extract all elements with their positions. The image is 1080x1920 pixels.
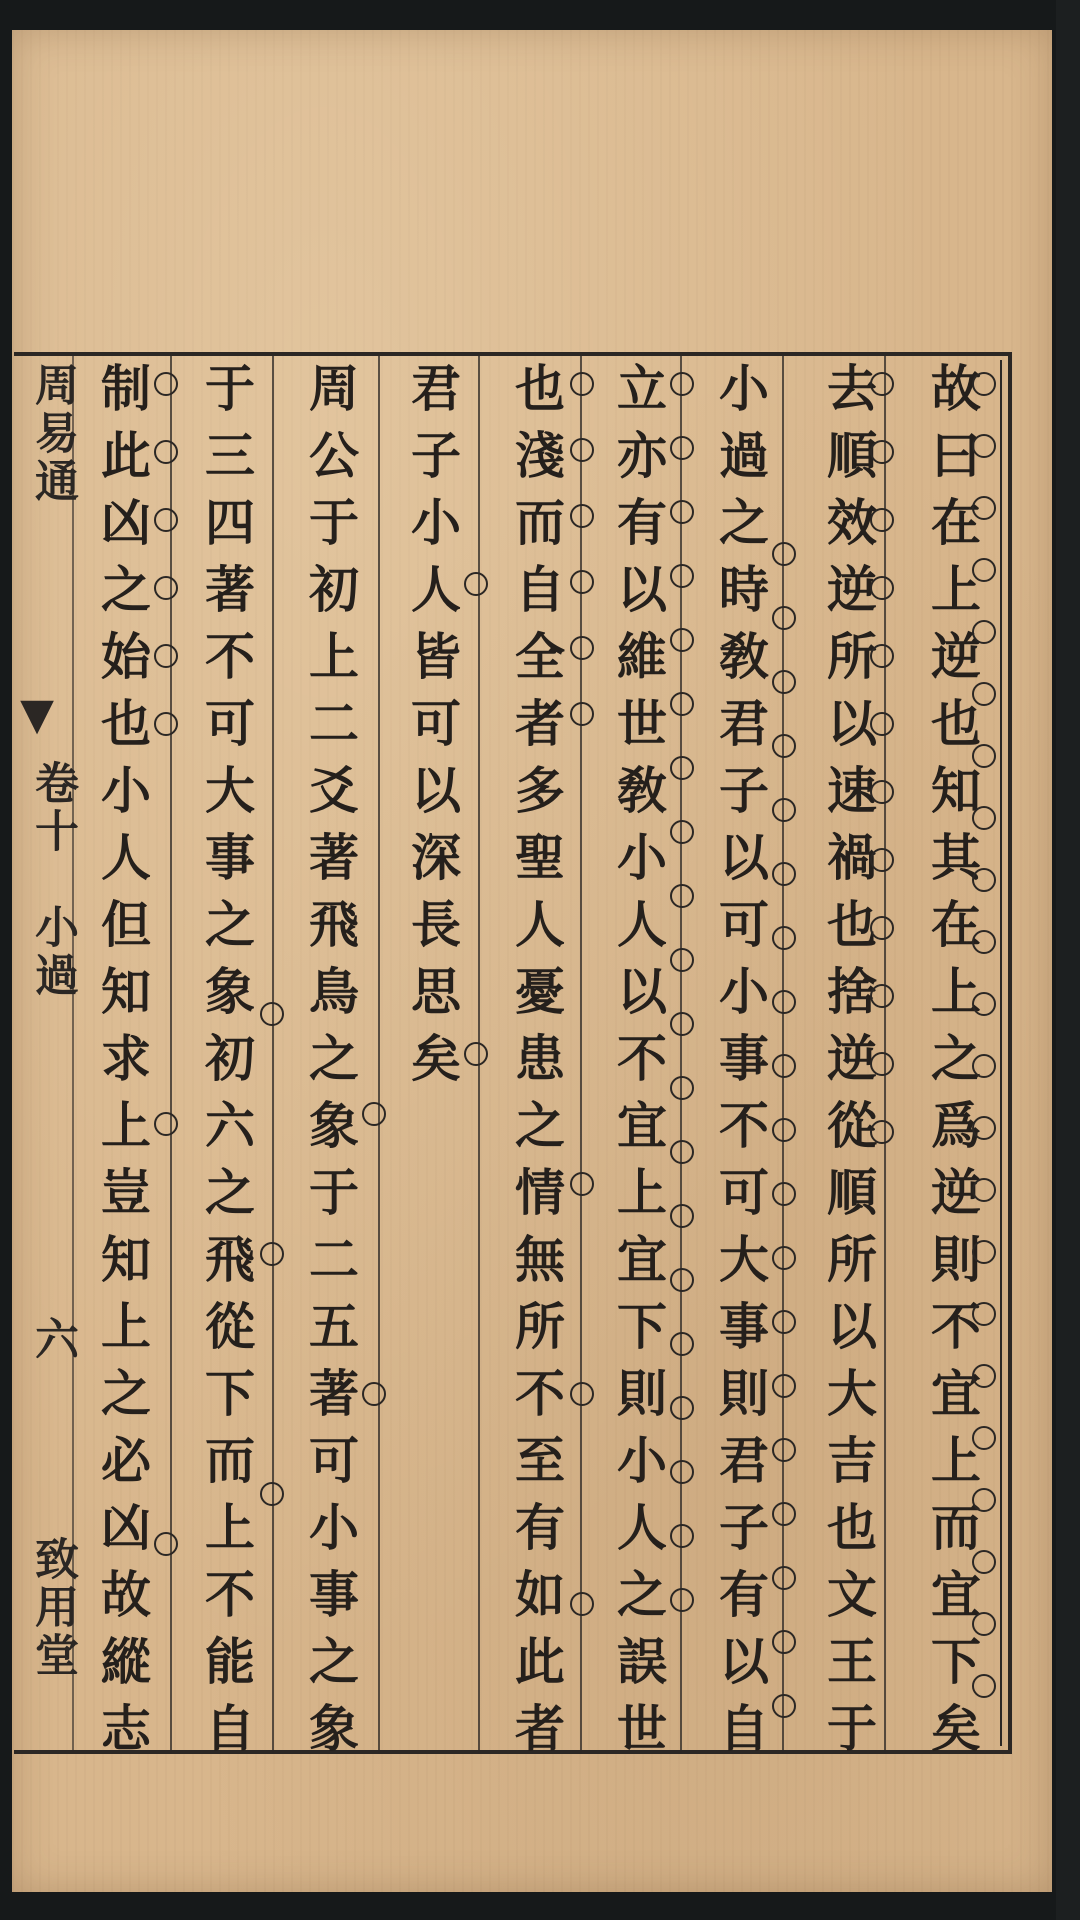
annotation-circle	[670, 628, 694, 652]
annotation-circle	[772, 1374, 796, 1398]
annotation-circles	[152, 372, 182, 1752]
column-text: 也淺而自全者多聖人憂患之情無所不至有如此者	[507, 362, 566, 1769]
annotation-circle	[772, 1118, 796, 1142]
annotation-circle	[870, 1120, 894, 1144]
annotation-circle	[670, 1396, 694, 1420]
column-text: 制此凶之始也小人但知求上豈知上之必凶故縱志	[93, 362, 152, 1769]
annotation-circle	[772, 542, 796, 566]
annotation-circle	[972, 744, 996, 768]
annotation-circle	[870, 780, 894, 804]
annotation-circle	[670, 756, 694, 780]
annotation-circle	[464, 1042, 488, 1066]
column-text: 周公于初上二爻著飛鳥之象于二五著可小事之象	[301, 362, 360, 1769]
annotation-circle	[670, 1076, 694, 1100]
annotation-circle	[670, 948, 694, 972]
annotation-circle	[870, 644, 894, 668]
annotation-circle	[870, 440, 894, 464]
annotation-circles	[568, 372, 598, 1752]
annotation-circles	[770, 372, 800, 1752]
annotation-circle	[972, 372, 996, 396]
annotation-circles	[360, 372, 390, 1752]
annotation-circle	[870, 1052, 894, 1076]
annotation-circle	[670, 1012, 694, 1036]
annotation-circle	[972, 1240, 996, 1264]
margin-volume: 卷十	[27, 760, 78, 856]
margin-publisher: 致用堂	[27, 1536, 78, 1680]
annotation-circle	[772, 734, 796, 758]
margin-folio: 六	[27, 1316, 78, 1364]
annotation-circle	[972, 1550, 996, 1574]
annotation-circle	[972, 682, 996, 706]
annotation-circle	[870, 848, 894, 872]
column-text: 于三四著不可大事之象初六之飛從下而上不能自	[197, 362, 256, 1769]
annotation-circles	[462, 372, 492, 1752]
annotation-circle	[972, 1116, 996, 1140]
annotation-circle	[972, 1612, 996, 1636]
annotation-circle	[670, 884, 694, 908]
annotation-circle	[670, 1460, 694, 1484]
annotation-circle	[670, 564, 694, 588]
annotation-circle	[260, 1482, 284, 1506]
annotation-circle	[670, 1268, 694, 1292]
annotation-circle	[772, 1438, 796, 1462]
fish-tail-mark-icon: ▼	[20, 689, 54, 740]
annotation-circle	[772, 862, 796, 886]
annotation-circle	[154, 1112, 178, 1136]
annotation-circle	[972, 930, 996, 954]
column-text: 君子小人皆可以深長思矣	[403, 362, 462, 1099]
annotation-circle	[670, 1588, 694, 1612]
annotation-circle	[570, 1382, 594, 1406]
annotation-circle	[670, 820, 694, 844]
annotation-circle	[772, 1246, 796, 1270]
annotation-circle	[260, 1002, 284, 1026]
annotation-circle	[772, 1502, 796, 1526]
annotation-circle	[870, 984, 894, 1008]
annotation-circle	[870, 508, 894, 532]
annotation-circle	[670, 1204, 694, 1228]
column-text: 小過之時敎君子以可小事不可大事則君子有以自	[711, 362, 770, 1769]
annotation-circle	[670, 1524, 694, 1548]
annotation-circle	[670, 1140, 694, 1164]
annotation-circle	[772, 926, 796, 950]
annotation-circle	[972, 1054, 996, 1078]
annotation-circle	[772, 798, 796, 822]
annotation-circle	[972, 1364, 996, 1388]
annotation-circles	[868, 372, 898, 1752]
annotation-circles	[970, 372, 1000, 1752]
annotation-circle	[670, 692, 694, 716]
annotation-circle	[670, 372, 694, 396]
annotation-circle	[154, 1532, 178, 1556]
annotation-circle	[972, 1302, 996, 1326]
annotation-circle	[972, 992, 996, 1016]
annotation-circles	[258, 372, 288, 1752]
annotation-circle	[972, 620, 996, 644]
page-edge	[1056, 0, 1080, 1920]
annotation-circle	[772, 1182, 796, 1206]
annotation-circle	[870, 712, 894, 736]
annotation-circle	[870, 576, 894, 600]
annotation-circle	[362, 1102, 386, 1126]
annotation-circle	[870, 372, 894, 396]
annotation-circle	[972, 868, 996, 892]
annotation-circle	[670, 1332, 694, 1356]
annotation-circle	[972, 1674, 996, 1698]
annotation-circle	[464, 572, 488, 596]
annotation-circle	[870, 916, 894, 940]
annotation-circle	[260, 1242, 284, 1266]
annotation-circle	[772, 990, 796, 1014]
annotation-circle	[972, 496, 996, 520]
column-text: 故曰在上逆也知其在上之爲逆則不宜上而宜下矣	[923, 362, 982, 1769]
block-margin-strip	[14, 356, 78, 1752]
annotation-circle	[772, 1630, 796, 1654]
annotation-circle	[772, 606, 796, 630]
column-text: 立亦有以維世敎小人以不宜上宜下則小人之誤世	[609, 362, 668, 1769]
annotation-circle	[972, 1178, 996, 1202]
annotation-circle	[772, 670, 796, 694]
annotation-circle	[570, 1592, 594, 1616]
annotation-circle	[772, 1310, 796, 1334]
annotation-circle	[972, 806, 996, 830]
annotation-circle	[972, 434, 996, 458]
annotation-circle	[772, 1566, 796, 1590]
annotation-circles	[668, 372, 698, 1752]
annotation-circle	[972, 558, 996, 582]
margin-section: 小過	[27, 904, 78, 1000]
annotation-circle	[670, 436, 694, 460]
annotation-circle	[972, 1426, 996, 1450]
column-text: 去順效逆所以速禍也捨逆從順所以大吉也文王于	[819, 362, 878, 1769]
annotation-circle	[772, 1054, 796, 1078]
annotation-circle	[670, 500, 694, 524]
annotation-circle	[570, 1172, 594, 1196]
annotation-circle	[772, 1694, 796, 1718]
annotation-circle	[362, 1382, 386, 1406]
margin-title: 周易通	[27, 362, 78, 506]
annotation-circle	[972, 1488, 996, 1512]
